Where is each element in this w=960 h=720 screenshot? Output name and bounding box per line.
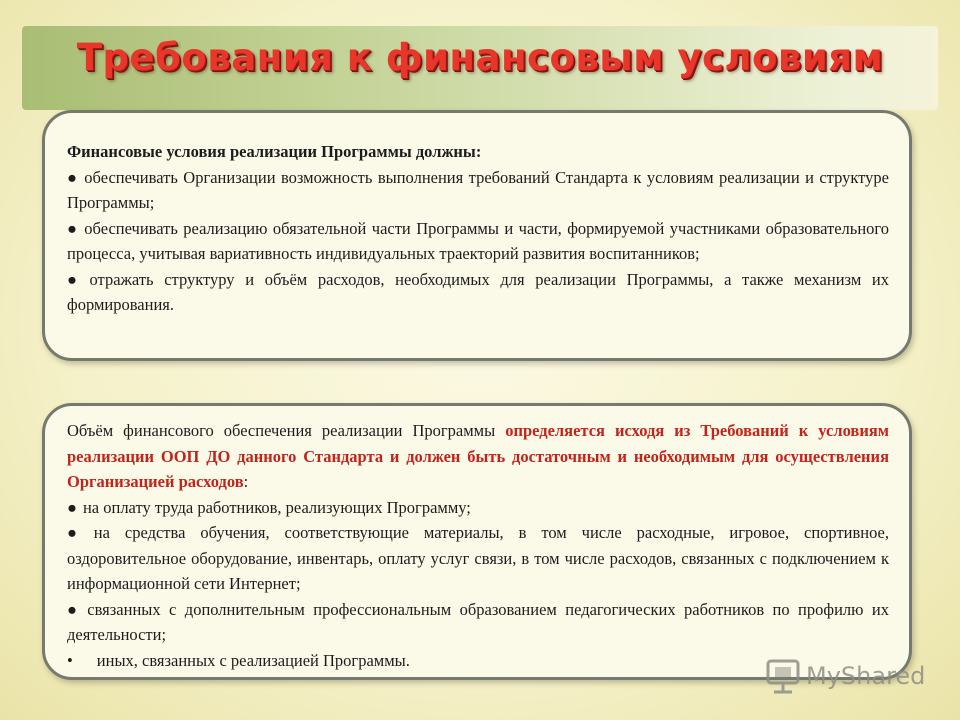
panel2-intro-text: Объём финансового обеспечения реализации Программы — [67, 421, 506, 440]
panel1-intro: Финансовые условия реализации Программы должны: — [67, 142, 482, 161]
bullet-icon: • — [67, 650, 73, 670]
bullet-icon: ● — [67, 167, 79, 187]
panel2-intro-highlight: определяется исходя из Требований к условиям реализации ООП ДО данного Стандарта и должен быть достаточным и необходимым для осуществления Организацией расходов — [67, 421, 889, 491]
list-item-text: отражать структуру и объём расходов, необходимых для реализации Программы, а также механизм их формирования. — [67, 269, 889, 314]
list-item — [67, 520, 889, 597]
panel2-intro-end: : — [243, 472, 249, 491]
list-item — [67, 597, 889, 648]
slide-title: Требования к финансовым условиям — [76, 36, 884, 79]
panel-funding-volume — [42, 403, 912, 680]
list-item-text: обеспечивать Организации возможность выполнения требований Стандарта к условиям реализации и структуре Программы; — [67, 167, 889, 212]
panel-financial-conditions — [42, 110, 912, 361]
list-item — [67, 495, 889, 521]
list-item — [67, 216, 889, 267]
list-item — [67, 267, 889, 318]
list-item-text: связанных с дополнительным профессиональным образованием педагогических работников по профилю их деятельности; — [67, 599, 889, 644]
bullet-icon: ● — [67, 269, 84, 289]
list-item — [67, 165, 889, 216]
panel2-intro — [67, 418, 889, 495]
bullet-icon: ● — [67, 599, 82, 619]
bullet-icon: ● — [67, 497, 77, 517]
bullet-icon: ● — [67, 523, 88, 542]
watermark-text: MyShared — [806, 662, 926, 690]
list-item-text: на оплату труда работников, реализующих Программу; — [82, 497, 471, 517]
presentation-board-icon — [766, 658, 800, 694]
watermark-logo — [766, 656, 925, 696]
list-item-text: иных, связанных с реализацией Программы. — [96, 650, 410, 670]
bullet-icon: ● — [67, 218, 79, 238]
list-item-text: на средства обучения, соответствующие материалы, в том числе расходные, игровое, спортивное, оздоровительное оборудование, инвентарь, оплату услуг связи, в том числе расходов, связанных с подключением к информационной сети Интернет; — [67, 523, 890, 593]
list-item-text: обеспечивать реализацию обязательной части Программы и части, формируемой участниками образовательного процесса, учитывая вариативность индивидуальных траекторий развития воспитанников; — [67, 218, 889, 263]
